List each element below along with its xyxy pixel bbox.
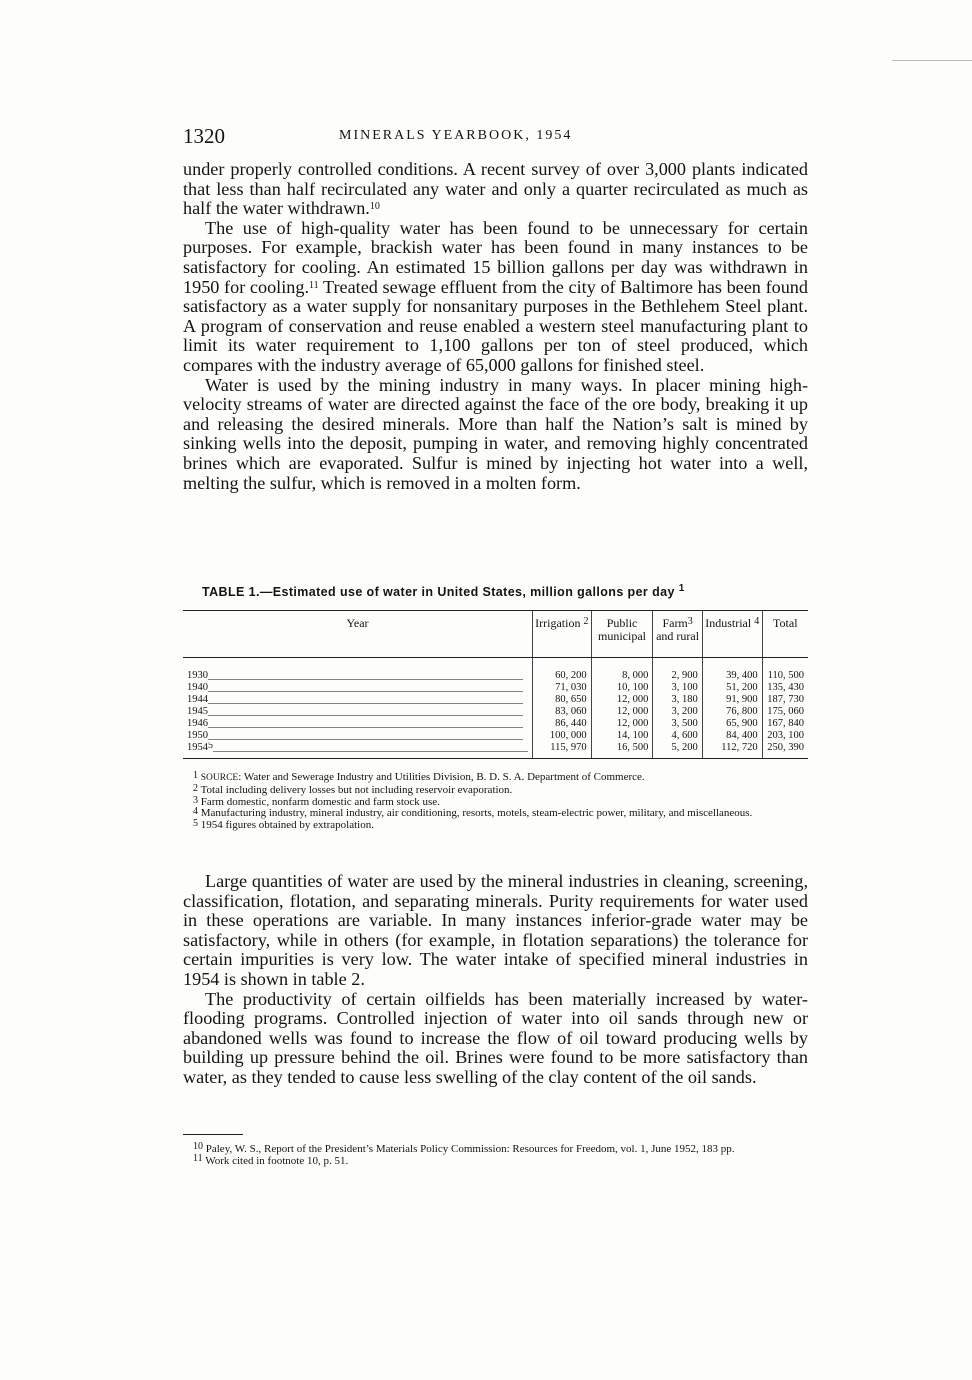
table-cell: 3, 180 [653,694,702,706]
table-row [183,742,808,759]
paragraph-4: Large quantities of water are used by the mineral industries in cleaning, screening, classification, flotation, and separating minerals. Purity requirements for water used in these operations are variable. In many instances inferior-grade water may be satisfactory, while in others (for example, in flotation separations) the tolerance for certain impurities is very low. The water intake of specified mineral industries in 1954 is shown in table 2. [183,871,808,989]
col-header-text: and rural [656,629,700,643]
paragraph-text: under properly controlled conditions. A recent survey of over 3,000 plants indicated that less than half recirculated any water and only a quarter recirculated as much as half the water withdrawn. [183,159,808,219]
table-cell-year: 1946____________________________________________________________ [187,718,523,729]
table-row [183,718,808,730]
table-cell: 12, 000 [591,694,653,706]
table-cell-year: 1954$^5$____________________________________________________________ [183,742,533,759]
table-caption-text: TABLE 1.—Estimated use of water in United States, million gallons per day [202,585,675,599]
page-footnote: $^{10}$ Paley, W. S., Report of the President’s Materials Policy Commission: Resources for Freedom, vol. 1, June 1952, 183 pp. [193,1141,735,1155]
col-header-irrigation: Irrigation $^2$ [533,611,592,658]
table-cell: 12, 000 [591,706,653,718]
table-note: $^2$ Total including delivery losses but not including reservoir evaporation. [193,782,513,796]
table-cell: 76, 800 [702,706,762,718]
leader-dots: ____________________________________________________________ [208,670,523,681]
leader-dots: ____________________________________________________________ [208,718,523,729]
paragraph-2 [183,219,808,376]
table-cell: 71, 030 [533,682,592,694]
table-cell: 203, 100 [762,730,808,742]
table-row [183,682,808,694]
table-cell-year: 1944____________________________________________________________ [187,694,523,705]
page-footnotes [183,1143,808,1167]
table-cell: 51, 200 [702,682,762,694]
footnote-ref: 1 [678,583,685,594]
table-cell: 12, 000 [591,718,653,730]
table-row [183,706,808,718]
col-header-industrial: Industrial $^4$ [702,611,762,658]
table-caption [202,585,685,599]
table-notes [183,772,808,832]
table-cell: 112, 720 [702,742,762,759]
footnote-ref: 10 [369,201,380,213]
table-cell: 100, 000 [533,730,592,742]
table-row [183,658,808,683]
col-header-public: Public municipal [591,611,653,658]
water-use-table [183,610,808,759]
leader-dots: ____________________________________________________________ [208,730,523,741]
table-cell: 16, 500 [591,742,653,759]
paragraph-5: The productivity of certain oilfields has been materially increased by water-flooding programs. Controlled injection of water into oil sands through new or abandoned wells was found to increase the flow of oil toward producing wells by building up pressure behind the oil. Brines were found to be more satisfactory than water, as they tended to cause less swelling of the clay content of the oil sands. [183,988,808,1087]
leader-dots: ____________________________________________________________ [213,742,528,753]
table-cell: 83, 060 [533,706,592,718]
table-cell: 80, 650 [533,694,592,706]
page-footnote: $^{11}$ Work cited in footnote 10, p. 51. [193,1153,349,1167]
table-note: $^1$ SOURCE: Water and Sewerage Industry and Utilities Division, B. D. S. A. Department of Commerce. [193,770,645,783]
footnote-ref: 11 [309,279,319,291]
table-row [183,730,808,742]
table-cell: 60, 200 [533,658,592,683]
table-note: $^5$ 1954 figures obtained by extrapolation. [193,818,374,832]
running-header [183,124,808,150]
footnote-ref: 3 [687,616,693,627]
table-cell-year: 1950____________________________________________________________ [187,730,523,741]
running-title: MINERALS YEARBOOK, 1954 [339,128,573,143]
table-cell: 187, 730 [762,694,808,706]
leader-dots: ____________________________________________________________ [208,682,523,693]
table-cell: 115, 970 [533,742,592,759]
table-row [183,694,808,706]
table-cell: 135, 430 [762,682,808,694]
table-cell: 14, 100 [591,730,653,742]
table-cell: 4, 600 [653,730,702,742]
table-cell: 3, 500 [653,718,702,730]
table-cell: 5, 200 [653,742,702,759]
col-header-total: Total [762,611,808,658]
paragraph-text: Water is used by the mining industry in many ways. In placer mining high-velocity streams of water are directed against the face of the ore body, breaking it up and releasing the desired minerals. More than half the Nation’s salt is mined by sinking wells into the deposit, pumping in water, and removing highly concentrated brines which are evaporated. Sulfur is mined by injecting hot water into a well, melting the sulfur, which is removed in a molten form. [183,374,808,493]
leader-dots: ____________________________________________________________ [208,706,523,717]
table-cell-year: 1945____________________________________________________________ [187,706,523,717]
paragraph-3 [183,376,808,494]
footnote-ref: 5 [208,742,213,751]
table-cell: 10, 100 [591,682,653,694]
paragraph-text: Treated sewage effluent from the city of Baltimore has been found satisfactory as a water supply for nonsanitary purposes in the Bethlehem Steel plant. A program of conservation and reuse enabled a western steel manufacturing plant to limit its water requirement to 1,100 gallons per ton of steel produced, which compares with the industry average of 65,000 gallons for finished steel. [183,276,808,375]
table-cell-year: 1930____________________________________________________________ [187,670,523,681]
table-cell: 39, 400 [702,658,762,683]
table-cell: 84, 400 [702,730,762,742]
footnote-rule [183,1134,243,1135]
leader-dots: ____________________________________________________________ [208,694,523,705]
table-note: $^4$ Manufacturing industry, mineral industry, air conditioning, resorts, motels, steam-electric power, military, and miscellaneous. [193,806,753,820]
col-header-year: Year [183,611,533,658]
col-header-text: Farm [662,616,688,630]
table-cell: 91, 900 [702,694,762,706]
table-cell: 3, 100 [653,682,702,694]
table-cell-year: 1940____________________________________________________________ [187,682,523,693]
body-text-top [183,160,808,493]
page-number: 1320 [183,124,225,148]
paragraph-1 [183,160,808,219]
edge-mark [892,60,972,61]
table-cell: 175, 060 [762,706,808,718]
table-cell: 167, 840 [762,718,808,730]
body-text-bottom [183,872,808,1088]
table-cell: 8, 000 [591,658,653,683]
table-header-row [183,611,808,658]
table-cell: 86, 440 [533,718,592,730]
table-note: $^3$ Farm domestic, nonfarm domestic and farm stock use. [193,794,440,808]
col-header-farm [653,611,702,658]
table-cell: 250, 390 [762,742,808,759]
paragraph-text: The use of high-quality water has been found to be unnecessary for certain purposes. For example, brackish water has been found in many instances to be satisfactory for cooling. An estimated 15 billion gallons per day was withdrawn in 1950 for cooling. [183,217,808,297]
table-cell: 110, 500 [762,658,808,683]
table-cell: 65, 900 [702,718,762,730]
table-cell: 2, 900 [653,658,702,683]
table-cell: 3, 200 [653,706,702,718]
